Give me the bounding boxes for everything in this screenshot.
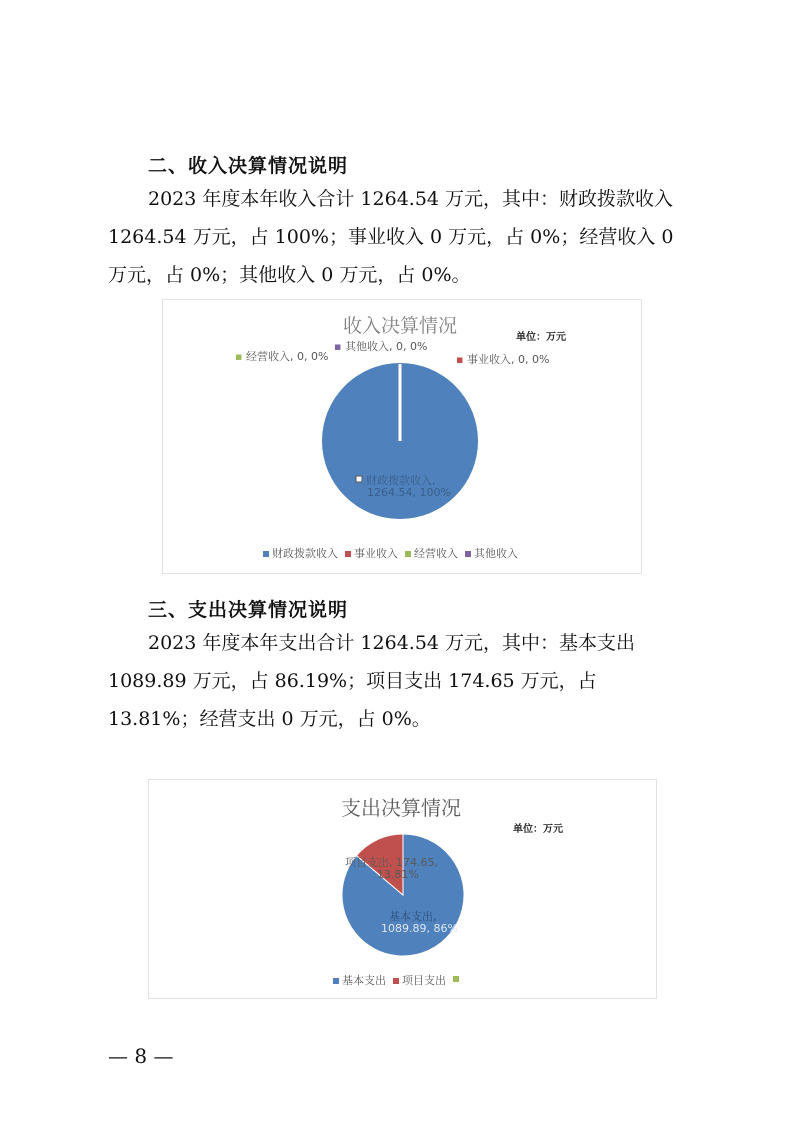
label-jiben-value: 1089.89, 86%: [381, 922, 458, 935]
expense-legend: [333, 972, 462, 988]
expense-chart: [148, 779, 657, 999]
label-jiben: 基本支出,: [389, 910, 437, 923]
legend-item-jingying: 经营收入: [405, 545, 458, 561]
legend-item-qita: 其他收入: [465, 545, 518, 561]
income-paragraph: 2023 年度本年收入合计 1264.54 万元，其中：财政拨款收入 1264.54 万元，占 100%；事业收入 0 万元，占 0%；经营收入 0 万元，占 0%；其他收入 0 万元，占 0%。: [108, 188, 674, 286]
legend-item-xiangmu: 项目支出: [393, 972, 446, 988]
legend-item-caizheng: 财政拨款收入: [263, 545, 338, 561]
income-chart: [162, 299, 642, 574]
section-heading-expense: 三、支出决算情况说明: [148, 599, 349, 621]
expense-paragraph: 2023 年度本年支出合计 1264.54 万元，其中：基本支出 1089.89 万元，占 86.19%；项目支出 174.65 万元，占 13.81%；经营支出 0 万元，占 0%。: [108, 632, 636, 730]
expense-pie: [149, 780, 656, 998]
section-heading-income: 二、收入决算情况说明: [148, 155, 349, 177]
income-legend: [263, 545, 518, 561]
income-chart-title: 收入决算情况: [343, 315, 458, 337]
label-xiangmu: 项目支出, 174.65,: [345, 856, 438, 869]
label-xiangmu-pct: 13.81%: [377, 868, 419, 881]
data-label-marker: [356, 476, 362, 482]
legend-item-jingying: [453, 972, 462, 988]
legend-item-shiye: 事业收入: [345, 545, 398, 561]
label-caizheng: 财政拨款收入,: [366, 474, 436, 487]
page-number: — 8 —: [108, 1044, 174, 1068]
label-caizheng-value: 1264.54, 100%: [367, 486, 451, 499]
income-chart-unit: 单位：万元: [516, 332, 566, 343]
legend-item-jiben: 基本支出: [333, 972, 386, 988]
label-shiye: ▪ 事业收入, 0, 0%: [456, 353, 550, 366]
label-qita: ▪ 其他收入, 0, 0%: [334, 340, 428, 353]
expense-chart-unit: 单位：万元: [513, 824, 563, 835]
expense-chart-title: 支出决算情况: [341, 796, 461, 820]
label-jingying: ▪ 经营收入, 0, 0%: [235, 350, 329, 363]
